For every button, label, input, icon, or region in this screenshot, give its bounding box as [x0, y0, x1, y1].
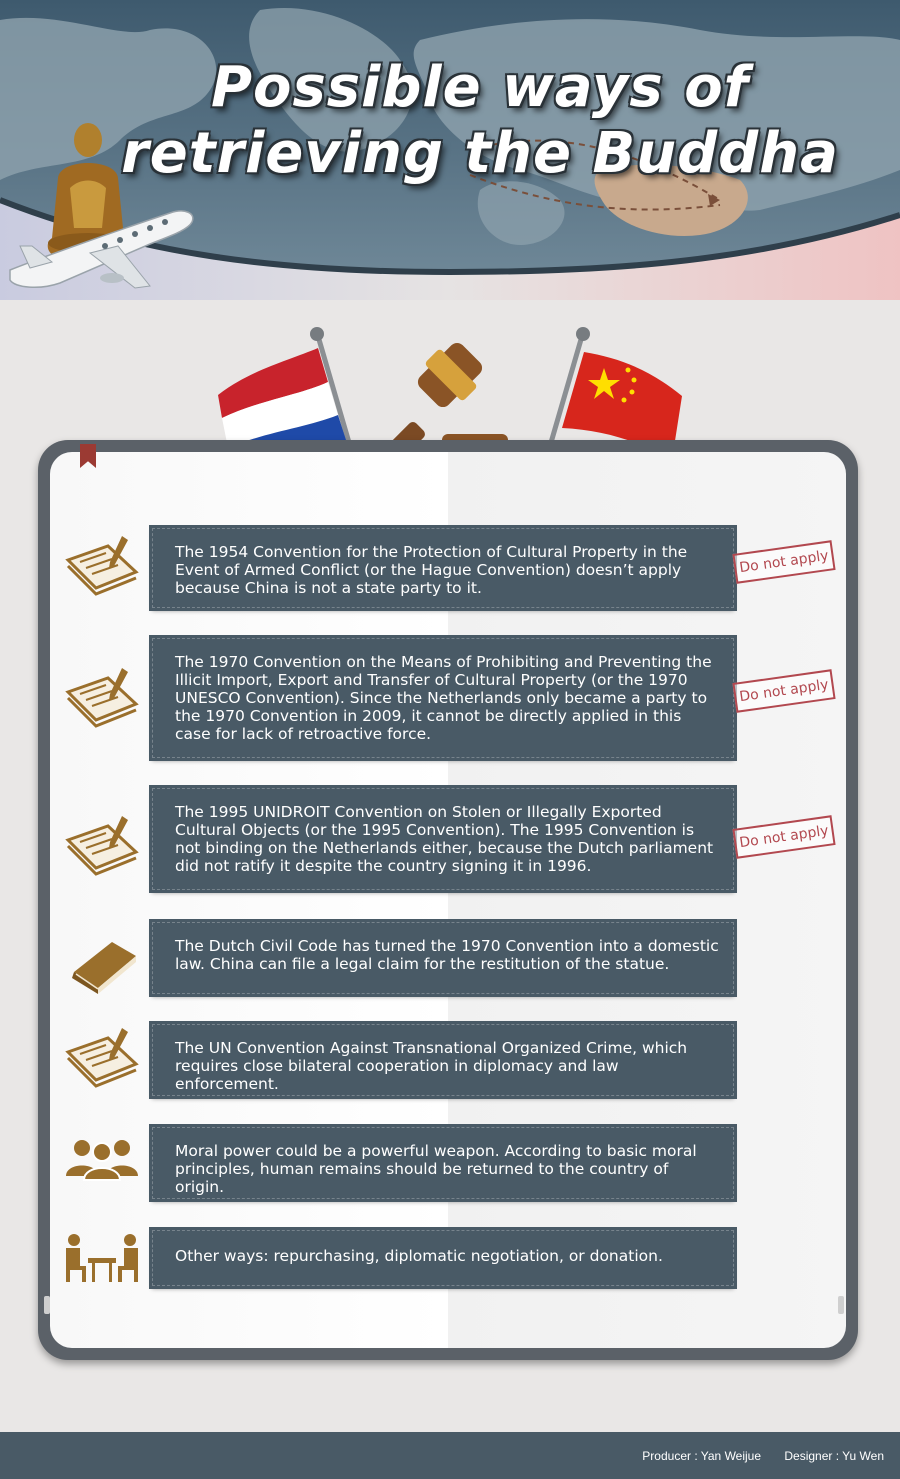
document-pen-icon: [62, 812, 142, 878]
item-text-4: The Dutch Civil Code has turned the 1970 Convention into a domestic law. China can file a legal claim for the restitution of the statue.: [175, 937, 719, 973]
document-pen-icon: [62, 532, 142, 598]
item-text-6: Moral power could be a powerful weapon. According to basic moral principles, human remains should be returned to the country of origin.: [175, 1142, 697, 1196]
title-line-1: Possible ways of: [210, 55, 750, 120]
footer-bar: [0, 1432, 900, 1479]
item-box-1: [152, 528, 734, 608]
document-pen-icon: [62, 1024, 142, 1090]
negotiation-table-icon: [62, 1228, 142, 1294]
item-box-7: [152, 1230, 734, 1286]
item-text-3: The 1995 UNIDROIT Convention on Stolen or Illegally Exported Cultural Objects (or the 1995 Convention). The 1995 Convention is not binding on the Netherlands either, because the Dutch parliament did not ratify it despite the country signing it in 1996.: [175, 803, 714, 875]
group-people-icon: [62, 1130, 142, 1196]
item-text-1: The 1954 Convention for the Protection of Cultural Property in the Event of Armed Conflict (or the Hague Convention) doesn’t apply because China is not a state party to it.: [175, 543, 688, 597]
do-not-apply-stamp-2: Do not apply: [732, 669, 835, 713]
book-icon: [62, 932, 142, 998]
credits: [622, 1449, 884, 1463]
item-text-2: The 1970 Convention on the Means of Prohibiting and Preventing the Illicit Import, Export and Transfer of Cultural Property (or the 1970 UNESCO Convention). Since the Netherlands only became a party to the 1970 Convention in 2009, it cannot be directly applied in this case for lack of retroactive force.: [175, 653, 712, 743]
buddha-airplane-illustration: [0, 118, 200, 300]
page-title: [110, 55, 850, 187]
producer-credit: Producer : Yan Weijue: [642, 1449, 762, 1463]
item-box-4: [152, 922, 734, 994]
item-text-5: The UN Convention Against Transnational Organized Crime, which requires close bilateral cooperation in diplomacy and law enforcement.: [175, 1039, 688, 1093]
do-not-apply-stamp-1: Do not apply: [732, 540, 835, 584]
do-not-apply-stamp-3: Do not apply: [732, 815, 835, 859]
item-box-2: [152, 638, 734, 758]
page-edge-right: [838, 1296, 844, 1314]
header-banner: [0, 0, 900, 300]
document-pen-icon: [62, 664, 142, 730]
item-box-3: [152, 788, 734, 890]
designer-credit: Designer : Yu Wen: [784, 1449, 884, 1463]
item-box-5: [152, 1024, 734, 1096]
title-line-2: retrieving the Buddha: [121, 121, 839, 186]
item-text-7: Other ways: repurchasing, diplomatic negotiation, or donation.: [175, 1247, 663, 1265]
item-box-6: [152, 1127, 734, 1199]
page-edge-left: [44, 1296, 50, 1314]
